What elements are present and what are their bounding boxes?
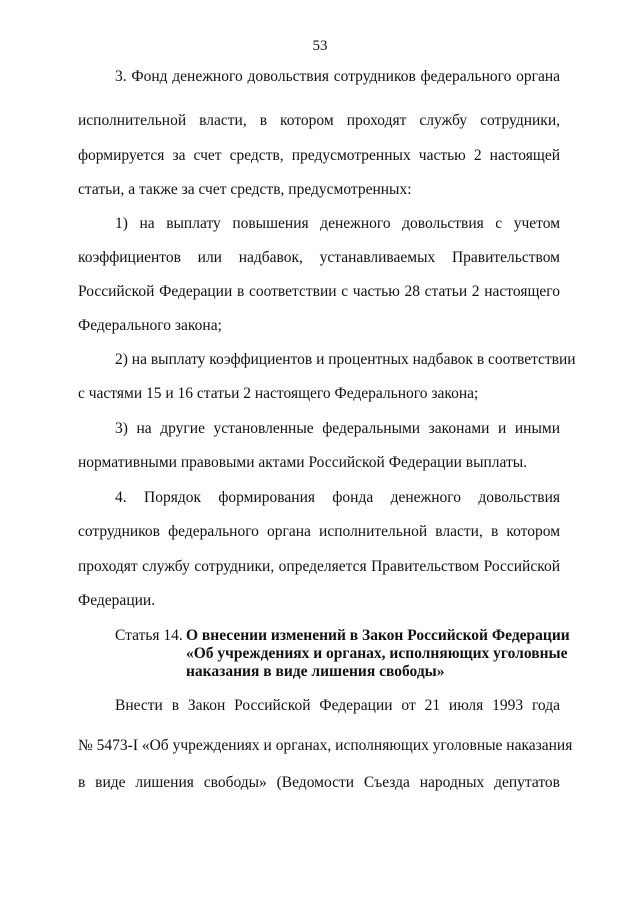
paragraph-line: сотрудников федерального органа исполнительной власти, в котором <box>78 523 560 540</box>
paragraph-line: статьи, а также за счет средств, предусмотренных: <box>78 181 412 198</box>
paragraph-line: Федерального закона; <box>78 317 222 334</box>
paragraph-line: нормативными правовыми актами Российской Федерации выплаты. <box>78 454 528 471</box>
article-label: Статья 14. <box>115 627 183 644</box>
paragraph-line: исполнительной власти, в котором проходят службу сотрудники, <box>78 112 560 129</box>
paragraph-line: формируется за счет средств, предусмотренных частью 2 настоящей <box>78 147 560 164</box>
paragraph-line: Федерации. <box>78 592 156 609</box>
paragraph-line: 3) на другие установленные федеральными законами и иными <box>115 420 560 437</box>
paragraph-line: 4. Порядок формирования фонда денежного довольствия <box>115 489 560 506</box>
page-number: 53 <box>312 38 328 54</box>
paragraph-line: с частями 15 и 16 статьи 2 настоящего Федерального закона; <box>78 385 479 402</box>
article-title-line: О внесении изменений в Закон Российской Федерации <box>186 627 570 644</box>
paragraph-line: Российской Федерации в соответствии с частью 28 статьи 2 настоящего <box>78 283 560 300</box>
article-title-line: наказания в виде лишения свободы» <box>186 663 445 680</box>
paragraph-line: Внести в Закон Российской Федерации от 21 июля 1993 года <box>115 697 560 714</box>
paragraph-line: 2) на выплату коэффициентов и процентных надбавок в соответствии <box>115 351 576 368</box>
paragraph-line: проходят службу сотрудники, определяется Правительством Российской <box>78 558 560 575</box>
paragraph-line: в виде лишения свободы» (Ведомости Съезда народных депутатов <box>78 774 560 791</box>
article-title-line: «Об учреждениях и органах, исполняющих уголовные <box>186 645 568 662</box>
paragraph-line: 1) на выплату повышения денежного довольствия с учетом <box>115 215 560 232</box>
paragraph-line: 3. Фонд денежного довольствия сотрудников федерального органа <box>115 68 560 85</box>
paragraph-line: № 5473-I «Об учреждениях и органах, исполняющих уголовные наказания <box>78 737 573 754</box>
paragraph-line: коэффициентов или надбавок, устанавливаемых Правительством <box>78 249 560 266</box>
